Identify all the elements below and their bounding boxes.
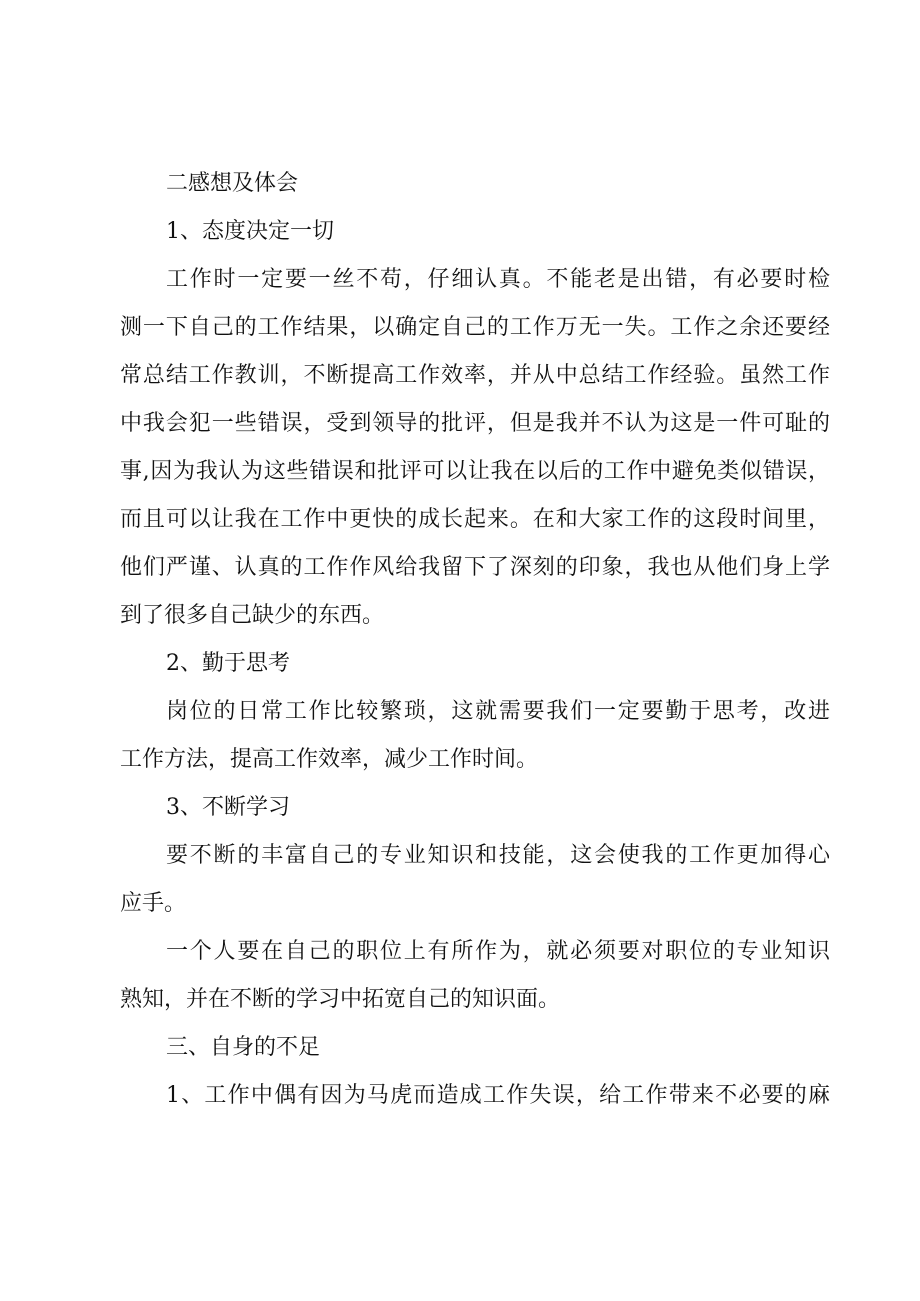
paragraph-line: 岗位的日常工作比较繁琐，这就需要我们一定要勤于思考，改进 — [166, 699, 830, 724]
paragraph-line: 工作时一定要一丝不苟，仔细认真。不能老是出错，有必要时检 — [166, 267, 830, 292]
paragraph-line: 熟知，并在不断的学习中拓宽自己的知识面。 — [120, 987, 561, 1012]
paragraph-line: 一个人要在自己的职位上有所作为，就必须要对职位的专业知识 — [166, 939, 830, 964]
subheading-attitude: 1、态度决定一切 — [166, 219, 334, 244]
paragraph-line: 工作方法，提高工作效率，减少工作时间。 — [120, 747, 539, 772]
paragraph-line: 测一下自己的工作结果，以确定自己的工作万无一失。工作之余还要经 — [120, 315, 830, 340]
subheading-thinking: 2、勤于思考 — [166, 651, 290, 676]
paragraph-line: 事,因为我认为这些错误和批评可以让我在以后的工作中避免类似错误， — [120, 459, 830, 484]
paragraph-line: 常总结工作教训，不断提高工作效率，并从中总结工作经验。虽然工作 — [120, 363, 830, 388]
paragraph-line: 他们严谨、认真的工作作风给我留下了深刻的印象，我也从他们身上学 — [120, 555, 830, 580]
paragraph-line: 1、工作中偶有因为马虎而造成工作失误，给工作带来不必要的麻 — [166, 1083, 830, 1108]
paragraph-line: 中我会犯一些错误，受到领导的批评，但是我并不认为这是一件可耻的 — [120, 411, 830, 436]
subheading-learning: 3、不断学习 — [166, 795, 290, 820]
document-body — [120, 160, 830, 1120]
paragraph-line: 应手。 — [120, 891, 187, 916]
paragraph-line: 要不断的丰富自己的专业知识和技能，这会使我的工作更加得心 — [166, 843, 830, 868]
paragraph-line: 到了很多自己缺少的东西。 — [120, 603, 385, 628]
section-heading-shortcomings: 三、自身的不足 — [166, 1035, 321, 1060]
paragraph-line: 而且可以让我在工作中更快的成长起来。在和大家工作的这段时间里， — [120, 507, 830, 532]
section-heading-impressions: 二感想及体会 — [166, 171, 299, 196]
